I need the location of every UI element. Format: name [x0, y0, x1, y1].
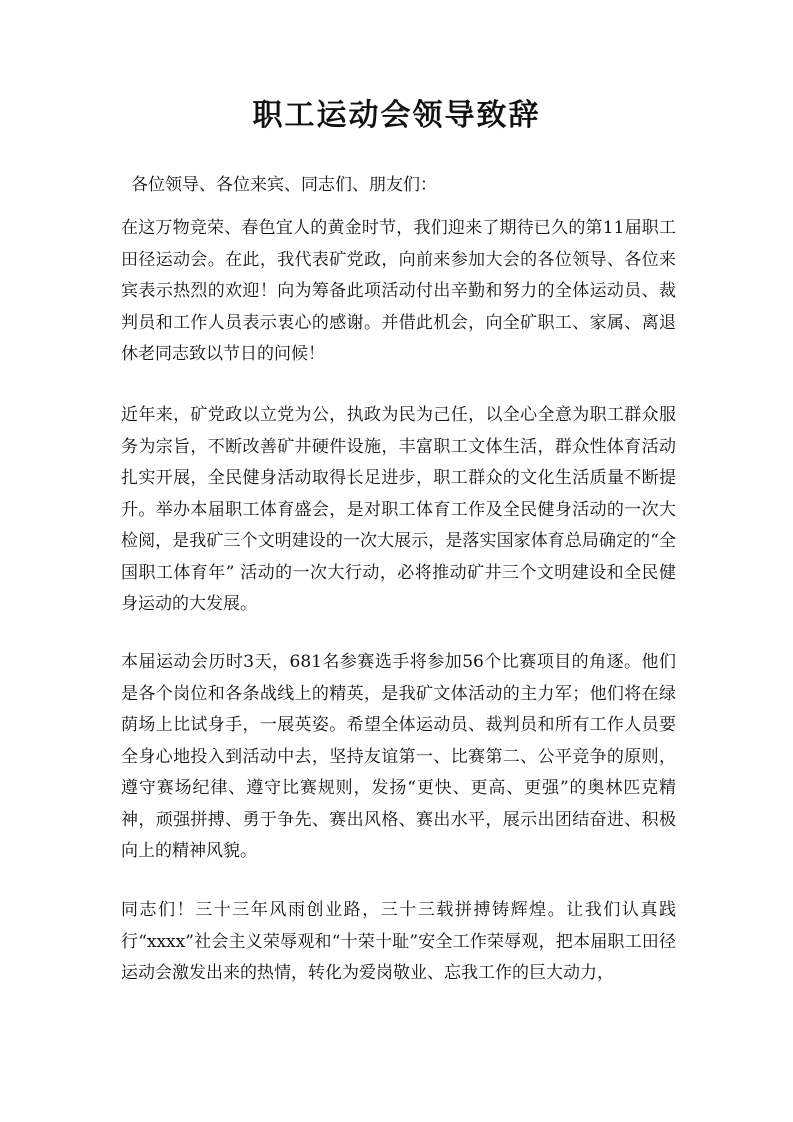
paragraph-event-details: 本届运动会历时3天，681名参赛选手将参加56个比赛项目的角逐。他们是各个岗位和各条战线上的精英，是我矿文体活动的主力军；他们将在绿荫场上比试身手，一展英姿。希望全体运动员、裁判员和所有工作人员要全身心地投入到活动中去，坚持友谊第一、比赛第二、公平竞争的原则，遵守赛场纪律、遵守比赛规则，发扬“更快、更高、更强”的奥林匹克精神，顽强拼搏、勇于争先、赛出风格、赛出水平，展示出团结奋进、积极向上的精神风貌。 [121, 652, 676, 861]
document-title: 职工运动会领导致辞 [252, 98, 541, 133]
greeting-line: 各位领导、各位来宾、同志们、朋友们： [131, 175, 437, 195]
paragraph-recent-years: 近年来，矿党政以立党为公，执政为民为己任，以全心全意为职工群众服务为宗旨，不断改善矿井硬件设施，丰富职工文体生活，群众性体育活动扎实开展，全民健身活动取得长足进步，职工群众的文化生活质量不断提升。举办本届职工体育盛会，是对职工体育工作及全民健身活动的一次大检阅，是我矿三个文明建设的一次大展示，是落实国家体育总局确定的“全国职工体育年” 活动的一次大行动，必将推动矿井三个文明建设和全民健身运动的大发展。 [121, 405, 676, 614]
paragraph-closing: 同志们！三十三年风雨创业路，三十三载拼搏铸辉煌。让我们认真践行“xxxx”社会主义荣辱观和“十荣十耻”安全工作荣辱观，把本届职工田径运动会激发出来的热情，转化为爱岗敬业、忘我工作的巨大动力， [121, 900, 676, 983]
paragraph-welcome: 在这万物竞荣、春色宜人的黄金时节，我们迎来了期待已久的第11届职工田径运动会。在此，我代表矿党政，向前来参加大会的各位领导、各位来宾表示热烈的欢迎！向为筹备此项活动付出辛勤和努力的全体运动员、裁判员和工作人员表示衷心的感谢。并借此机会，向全矿职工、家属、离退休老同志致以节日的问候！ [121, 218, 676, 364]
